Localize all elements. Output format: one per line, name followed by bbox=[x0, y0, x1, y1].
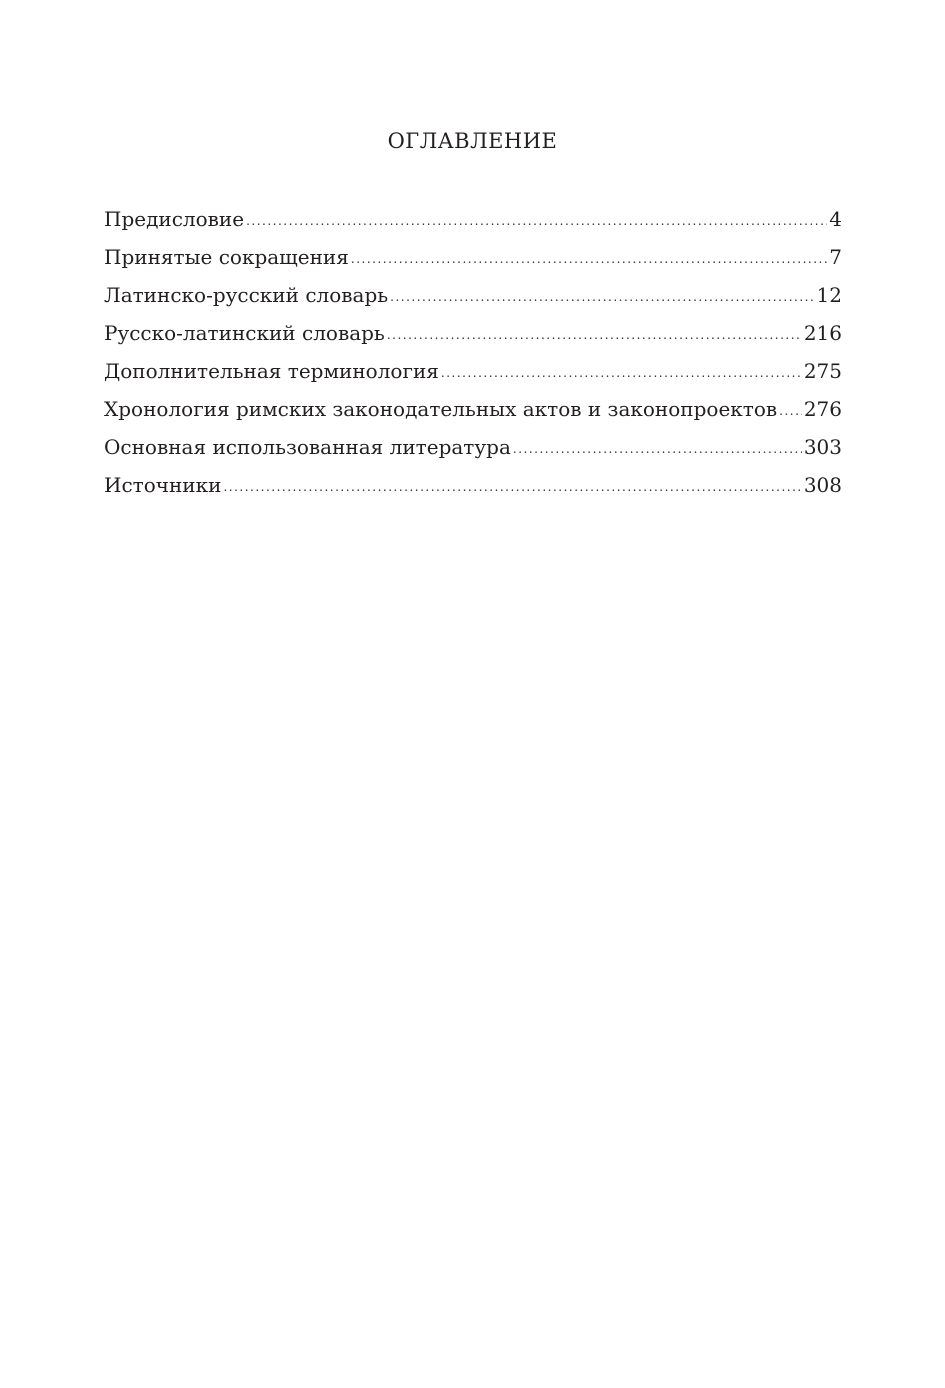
dot-leader bbox=[387, 316, 802, 354]
toc-entry-page: 4 bbox=[829, 207, 842, 231]
toc-entry-title: Дополнительная терминология bbox=[104, 359, 439, 383]
toc-entry-page: 7 bbox=[829, 245, 842, 269]
toc-entry-additional-terminology[interactable] bbox=[104, 352, 842, 390]
page-title: ОГЛАВЛЕНИЕ bbox=[387, 129, 558, 153]
toc-entry-page: 303 bbox=[803, 435, 842, 459]
toc-entry-preface[interactable] bbox=[104, 200, 842, 238]
dot-leader bbox=[441, 354, 802, 392]
toc-entry-title: Принятые сокращения bbox=[104, 245, 349, 269]
dot-leader bbox=[390, 278, 814, 316]
toc-entry-title: Хронология римских законодательных актов и законопроектов bbox=[104, 397, 778, 421]
toc-entry-page: 275 bbox=[803, 359, 842, 383]
dot-leader bbox=[223, 468, 801, 506]
toc-entry-title: Предисловие bbox=[104, 207, 245, 231]
dot-leader bbox=[246, 202, 827, 240]
toc-entry-latin-russian-dictionary[interactable] bbox=[104, 276, 842, 314]
dot-leader bbox=[779, 392, 802, 430]
toc-entry-title: Русско-латинский словарь bbox=[104, 321, 385, 345]
toc-entry-literature[interactable] bbox=[104, 428, 842, 466]
toc-entry-title: Источники bbox=[104, 473, 222, 497]
toc-entry-chronology[interactable] bbox=[104, 390, 842, 428]
toc-entry-russian-latin-dictionary[interactable] bbox=[104, 314, 842, 352]
toc-entry-page: 216 bbox=[803, 321, 842, 345]
toc-entry-sources[interactable] bbox=[104, 466, 842, 504]
dot-leader bbox=[513, 430, 802, 468]
toc-entry-page: 276 bbox=[803, 397, 842, 421]
toc-entry-page: 12 bbox=[816, 283, 842, 307]
toc-entry-abbreviations[interactable] bbox=[104, 238, 842, 276]
dot-leader bbox=[351, 240, 827, 278]
toc-entry-title: Основная использованная литература bbox=[104, 435, 511, 459]
table-of-contents bbox=[104, 200, 842, 504]
toc-entry-title: Латинско-русский словарь bbox=[104, 283, 389, 307]
toc-entry-page: 308 bbox=[803, 473, 842, 497]
